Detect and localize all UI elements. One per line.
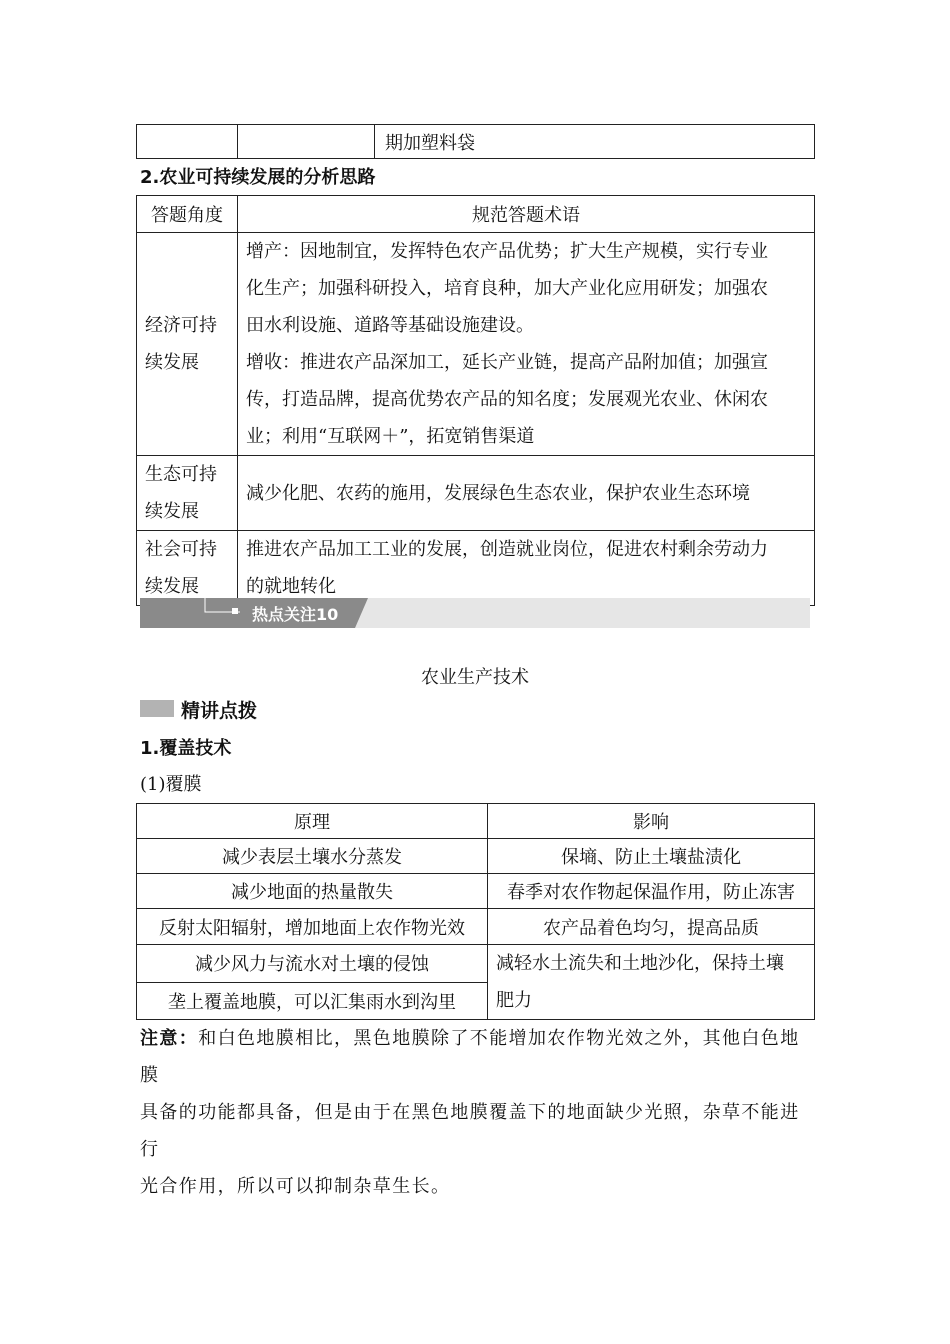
subsection-bar: [140, 700, 174, 717]
top-table-cell: 期加塑料袋: [375, 125, 815, 159]
note-paragraph: 注意：和白色地膜相比，黑色地膜除了不能增加农作物光效之外，其他白色地膜 具备的功能都具备，但是由于在黑色地膜覆盖下的地面缺少光照，杂草不能进行 光合作用，所以可以抑制杂草生长。: [140, 1028, 800, 1197]
row-economic-angle: 经济可持 续发展: [137, 233, 238, 456]
film-effect-2: 春季对农作物起保温作用，防止冻害: [488, 874, 815, 909]
top-table-cell-empty-2: [238, 125, 375, 159]
note-label: 注意：: [140, 1028, 199, 1049]
topic-title: 农业生产技术: [421, 667, 529, 688]
header-terms: 规范答题术语: [238, 196, 815, 233]
analysis-table: [136, 195, 815, 606]
row-ecology-terms: 减少化肥、农药的施用，发展绿色生态农业，保护农业生态环境: [238, 456, 815, 531]
section1-heading: 1.覆盖技术: [140, 738, 232, 759]
film-principle-4: 减少风力与流水对土壤的侵蚀: [137, 945, 488, 983]
section2-heading: 2.农业可持续发展的分析思路: [140, 167, 376, 188]
film-principle-1: 减少表层土壤水分蒸发: [137, 839, 488, 874]
row-social-terms: 推进农产品加工工业的发展，创造就业岗位，促进农村剩余劳动力 的就地转化: [238, 531, 815, 606]
film-header-principle: 原理: [137, 804, 488, 839]
top-table: [136, 124, 815, 159]
film-header-effect: 影响: [488, 804, 815, 839]
row-economic-terms: 增产：因地制宜，发挥特色农产品优势；扩大生产规模，实行专业 化生产；加强科研投入，培育良种，加大产业化应用研发；加强农 田水利设施、道路等基础设施建设。 增收：推进农产品深加工，延长产业链，提高产品附加值；加强宣 传，打造品牌，提高优势农产品的知名度；发展观光农业、休闲农 业；利用“互联网＋”，拓宽销售渠道: [238, 233, 815, 456]
film-table: [136, 803, 815, 1020]
film-effect-3: 农产品着色均匀，提高品质: [488, 909, 815, 945]
row-social-angle: 社会可持 续发展: [137, 531, 238, 606]
row-ecology-angle: 生态可持 续发展: [137, 456, 238, 531]
subsection-label: 精讲点拨: [181, 700, 258, 722]
banner-label: 热点关注10: [252, 605, 339, 624]
section1-sub: (1)覆膜: [140, 774, 202, 795]
film-effect-1: 保墒、防止土壤盐渍化: [488, 839, 815, 874]
header-angle: 答题角度: [137, 196, 238, 233]
film-principle-5: 垄上覆盖地膜，可以汇集雨水到沟里: [137, 982, 488, 1020]
hot-topic-banner: [140, 598, 810, 628]
banner-graphic: [140, 598, 810, 628]
film-principle-3: 反射太阳辐射，增加地面上农作物光效: [137, 909, 488, 945]
top-table-cell-empty-1: [137, 125, 238, 159]
film-effect-merged: 减轻水土流失和土地沙化，保持土壤 肥力: [488, 945, 815, 1020]
film-principle-2: 减少地面的热量散失: [137, 874, 488, 909]
